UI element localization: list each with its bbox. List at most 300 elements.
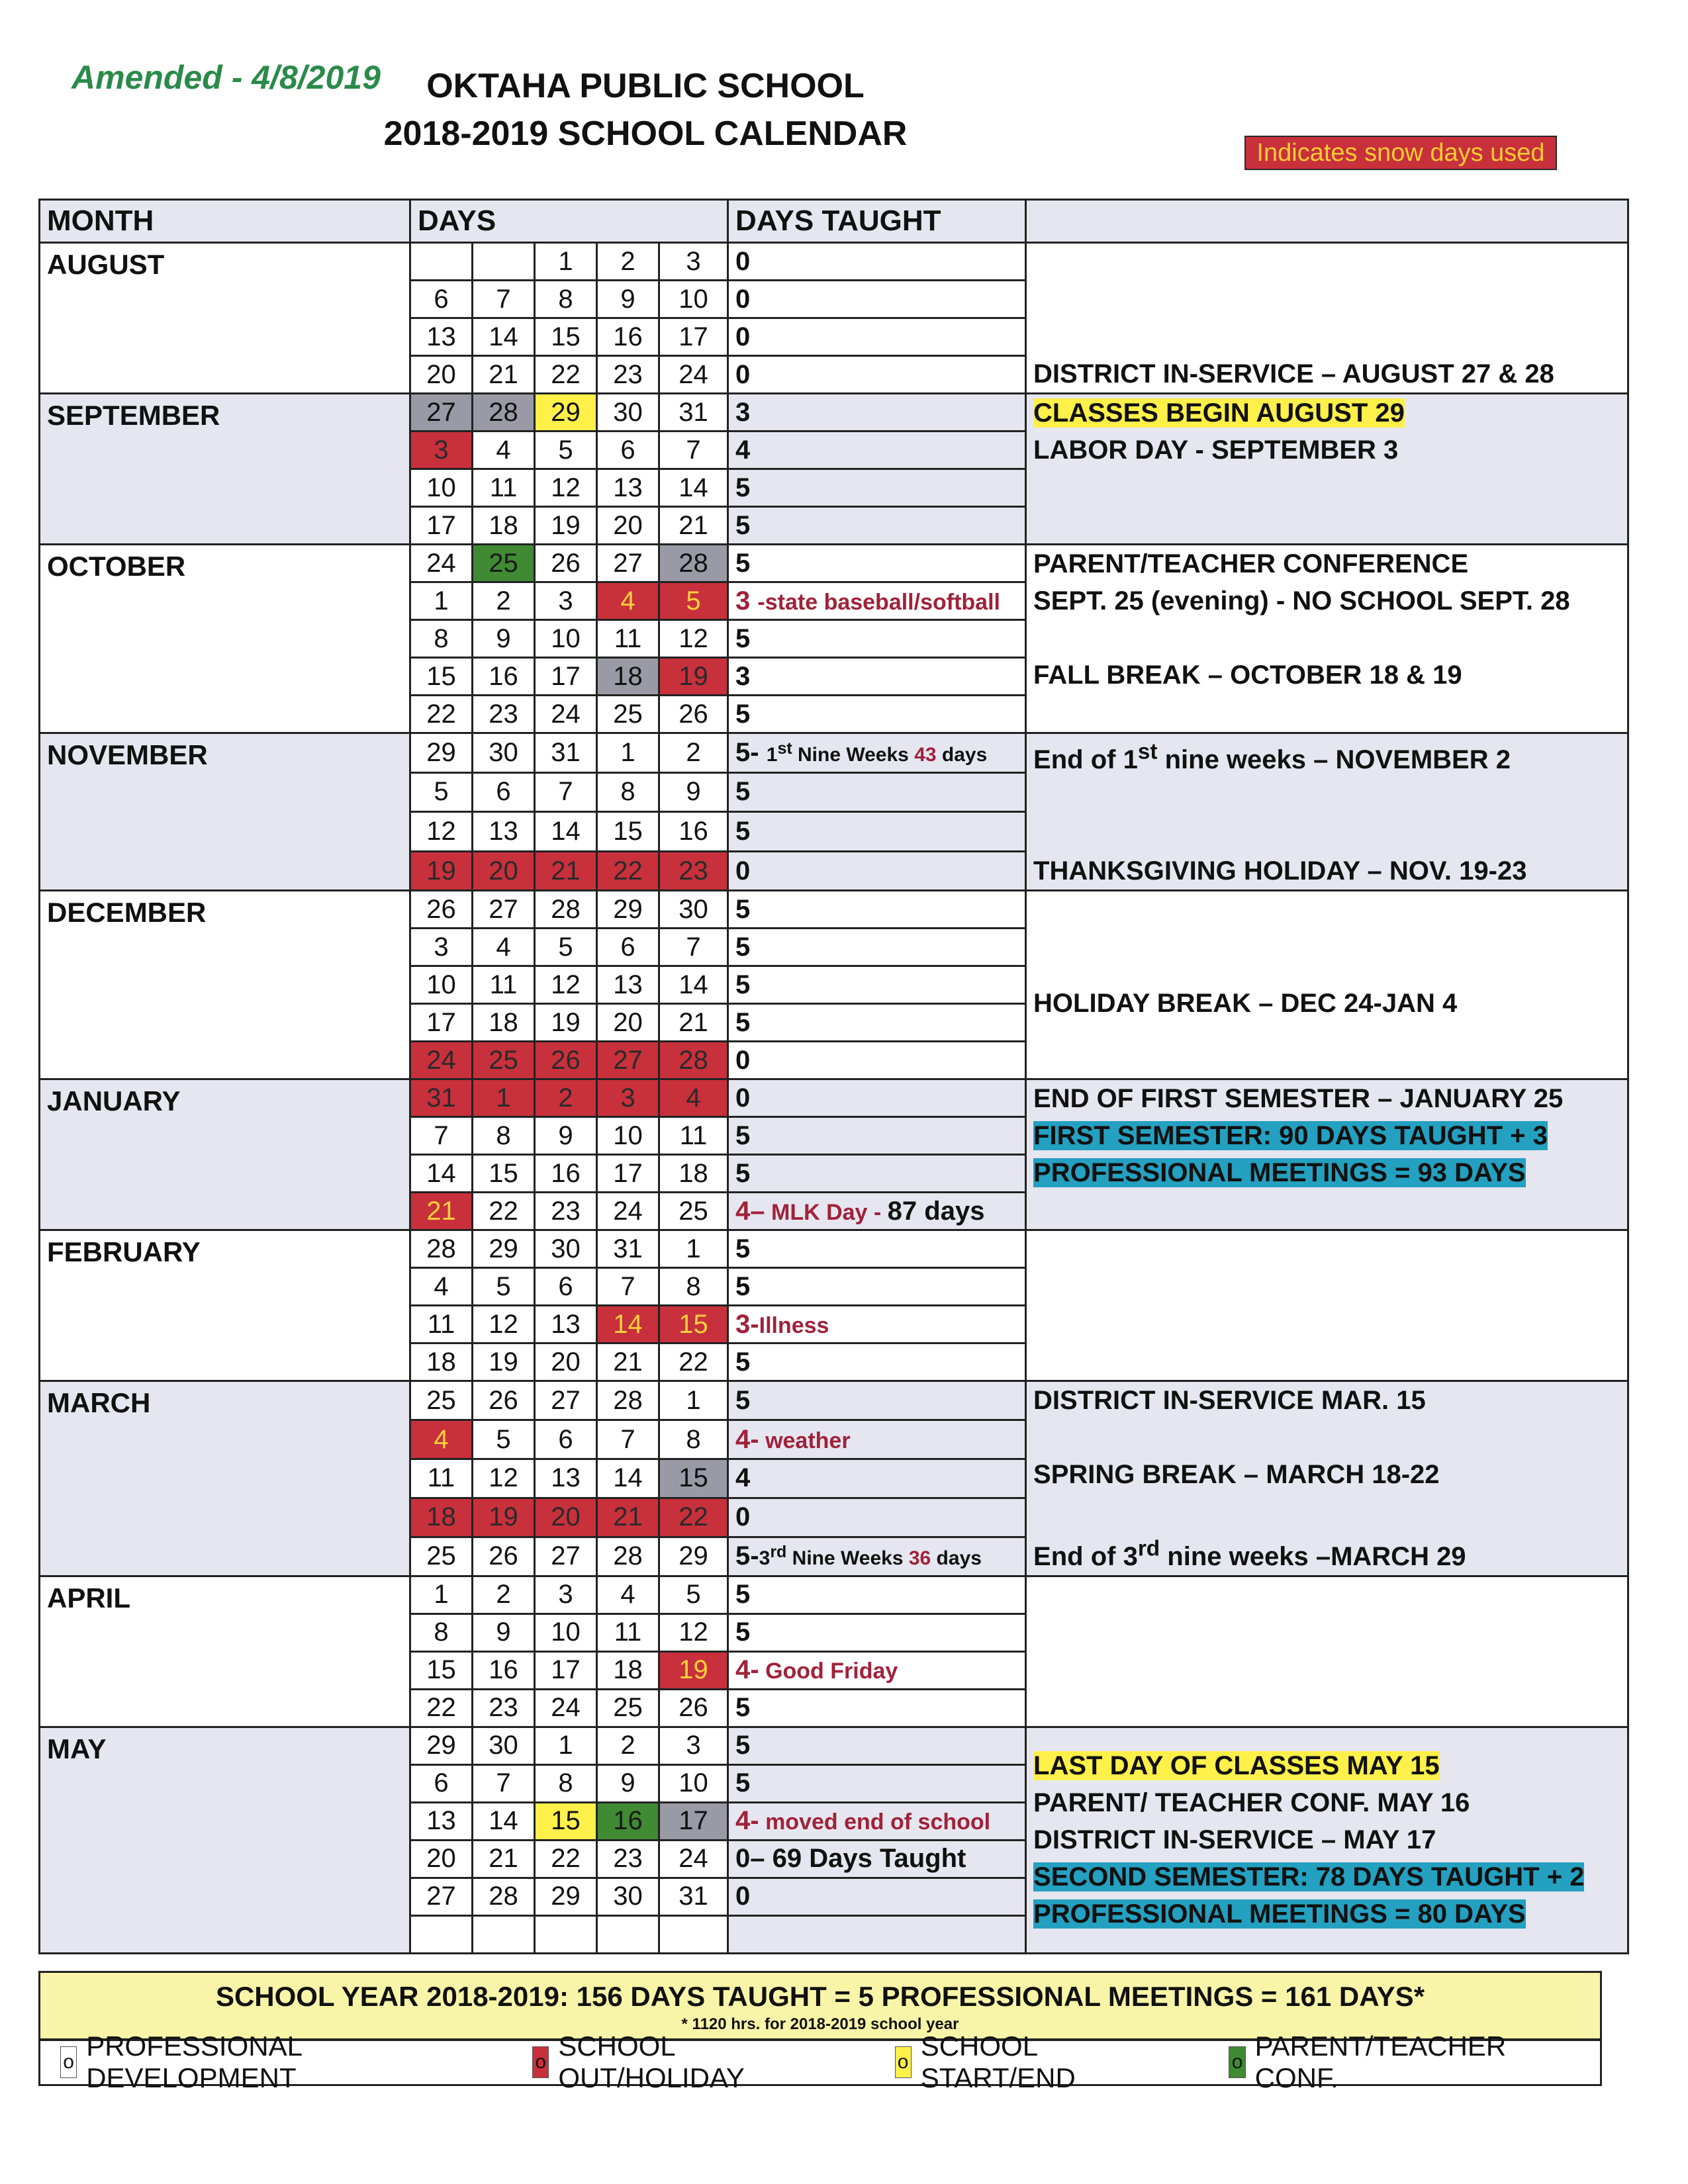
days-taught-cell	[728, 1651, 1026, 1689]
day-cell	[410, 1915, 473, 1953]
legend-school-start-end	[895, 2030, 1170, 2094]
note-text: DISTRICT IN-SERVICE MAR. 15	[1033, 1386, 1426, 1416]
month-label: FEBRUARY	[40, 1230, 410, 1381]
day-cell: 16	[473, 1651, 535, 1689]
day-cell: 11	[410, 1306, 473, 1343]
day-cell: 2	[659, 733, 728, 773]
notes-header	[1026, 200, 1628, 243]
legend-professional-development	[60, 2030, 473, 2094]
notes-cell	[1026, 891, 1628, 1079]
day-cell: 4	[473, 929, 535, 966]
taught-value: 4-	[735, 1655, 759, 1685]
month-label: AUGUST	[40, 243, 410, 394]
day-cell: 8	[659, 1268, 728, 1306]
day-cell: 13	[597, 469, 659, 507]
day-cell: 5	[535, 432, 597, 469]
legend-parent-teacher-conf	[1229, 2030, 1560, 2094]
day-cell: 22	[473, 1193, 535, 1230]
day-cell: 22	[410, 696, 473, 733]
day-cell: 26	[659, 696, 728, 733]
note-text: DISTRICT IN-SERVICE – MAY 17	[1033, 1825, 1436, 1855]
day-cell: 16	[659, 812, 728, 852]
day-cell: 18	[410, 1343, 473, 1381]
day-cell: 27	[597, 1042, 659, 1079]
note-text: CLASSES BEGIN AUGUST 29	[1033, 398, 1405, 428]
day-cell: 4	[473, 432, 535, 469]
day-cell: 15	[535, 1802, 597, 1840]
day-cell	[659, 1915, 728, 1953]
calendar-title: 2018-2019 SCHOOL CALENDAR	[383, 114, 908, 153]
notes-cell	[1026, 1079, 1628, 1230]
day-cell: 1	[473, 1079, 535, 1117]
snow-days-legend: Indicates snow days used	[1244, 136, 1557, 170]
day-cell: 27	[410, 1878, 473, 1915]
day-cell: 24	[535, 1689, 597, 1727]
week-row	[40, 891, 1628, 929]
taught-value: 5-	[735, 737, 759, 767]
day-cell: 3	[659, 243, 728, 281]
day-cell: 7	[473, 281, 535, 318]
day-cell: 14	[410, 1155, 473, 1193]
day-cell: 1	[535, 1727, 597, 1764]
day-cell: 23	[597, 356, 659, 394]
month-may	[40, 1727, 1628, 1953]
days-taught-cell: 5	[728, 1004, 1026, 1042]
day-cell: 16	[597, 1802, 659, 1840]
day-cell: 25	[410, 1381, 473, 1420]
week-row	[40, 733, 1628, 773]
day-cell: 22	[535, 1840, 597, 1878]
day-cell: 8	[473, 1117, 535, 1155]
days-taught-cell: 4	[728, 432, 1026, 469]
taught-note: weather	[759, 1428, 851, 1453]
day-cell: 5	[535, 929, 597, 966]
taught-value: 3	[735, 586, 751, 615]
day-cell: 14	[659, 469, 728, 507]
month-header: MONTH	[40, 200, 410, 243]
note-text: PARENT/ TEACHER CONF. MAY 16	[1033, 1788, 1470, 1818]
taught-note: -state baseball/softball	[757, 589, 1000, 615]
day-cell: 5	[659, 1576, 728, 1614]
day-cell: 23	[597, 1840, 659, 1878]
day-cell: 19	[659, 658, 728, 696]
day-cell: 25	[473, 545, 535, 582]
day-cell: 18	[473, 507, 535, 545]
taught-value: 4-	[735, 1806, 759, 1836]
day-cell: 28	[659, 1042, 728, 1079]
days-taught-cell: 0	[728, 1878, 1026, 1915]
month-label: NOVEMBER	[40, 733, 410, 891]
day-cell: 9	[659, 772, 728, 812]
day-cell: 26	[410, 891, 473, 929]
days-taught-cell: 0	[728, 1042, 1026, 1079]
day-cell: 14	[659, 966, 728, 1004]
note-text: HOLIDAY BREAK – DEC 24-JAN 4	[1033, 989, 1458, 1019]
amended-date: Amended - 4/8/2019	[71, 59, 381, 96]
day-cell: 7	[597, 1420, 659, 1459]
day-cell: 13	[473, 812, 535, 852]
day-cell: 26	[473, 1537, 535, 1576]
taught-note: Illness	[759, 1312, 829, 1338]
notes-cell	[1026, 1230, 1628, 1381]
day-cell: 8	[410, 1614, 473, 1651]
days-taught-cell: 5	[728, 1155, 1026, 1193]
notes-cell	[1026, 1381, 1628, 1576]
day-cell: 17	[659, 318, 728, 356]
header-row	[40, 200, 1628, 243]
day-cell: 11	[410, 1459, 473, 1498]
days-taught-cell: 0	[728, 318, 1026, 356]
week-row	[40, 1727, 1628, 1764]
day-cell: 19	[410, 851, 473, 891]
day-cell: 9	[473, 620, 535, 658]
day-cell: 2	[473, 1576, 535, 1614]
day-cell: 10	[535, 620, 597, 658]
day-cell: 22	[659, 1343, 728, 1381]
month-october	[40, 545, 1628, 733]
day-cell: 24	[410, 545, 473, 582]
day-cell: 20	[597, 1004, 659, 1042]
school-name: OKTAHA PUBLIC SCHOOL	[426, 67, 865, 105]
legend-swatch: o	[60, 2046, 77, 2078]
day-cell: 12	[659, 1614, 728, 1651]
taught-value: 4-	[735, 1424, 759, 1454]
note-text: PROFESSIONAL MEETINGS = 80 DAYS	[1033, 1899, 1526, 1929]
day-cell: 1	[535, 243, 597, 281]
day-cell: 13	[535, 1459, 597, 1498]
day-cell: 18	[597, 658, 659, 696]
day-cell: 28	[473, 1878, 535, 1915]
notes-cell	[1026, 394, 1628, 545]
legend-swatch: o	[532, 2046, 549, 2078]
day-cell: 5	[410, 772, 473, 812]
day-cell: 31	[659, 1878, 728, 1915]
day-cell: 25	[659, 1193, 728, 1230]
days-taught-cell: 5	[728, 966, 1026, 1004]
day-cell: 26	[535, 545, 597, 582]
day-cell: 16	[473, 658, 535, 696]
day-cell	[473, 1915, 535, 1953]
days-taught-cell: 5	[728, 1381, 1026, 1420]
days-taught-cell	[728, 1193, 1026, 1230]
month-label: MAY	[40, 1727, 410, 1953]
day-cell: 9	[597, 281, 659, 318]
days-taught-cell: 5	[728, 1689, 1026, 1727]
day-cell: 29	[410, 733, 473, 773]
day-cell: 24	[659, 1840, 728, 1878]
day-cell: 23	[473, 1689, 535, 1727]
notes-cell	[1026, 243, 1628, 394]
month-december	[40, 891, 1628, 1079]
day-cell: 7	[473, 1764, 535, 1802]
day-cell	[597, 1915, 659, 1953]
day-cell: 12	[535, 469, 597, 507]
month-label: MARCH	[40, 1381, 410, 1576]
days-taught-cell: 0	[728, 356, 1026, 394]
day-cell: 27	[410, 394, 473, 432]
day-cell: 9	[535, 1117, 597, 1155]
day-cell: 18	[597, 1651, 659, 1689]
day-cell: 11	[473, 966, 535, 1004]
days-taught-cell: 5	[728, 620, 1026, 658]
day-cell: 26	[659, 1689, 728, 1727]
days-taught-cell: 5	[728, 1727, 1026, 1764]
day-cell: 13	[410, 1802, 473, 1840]
note-text: End of 3rd nine weeks –MARCH 29	[1033, 1536, 1466, 1571]
taught-value: 0–	[735, 1844, 765, 1874]
day-cell: 10	[410, 469, 473, 507]
day-cell	[473, 243, 535, 281]
day-cell: 14	[535, 812, 597, 852]
day-cell: 4	[597, 582, 659, 620]
days-taught-cell: 5	[728, 1268, 1026, 1306]
notes-cell	[1026, 1727, 1628, 1953]
days-taught-cell: 0	[728, 851, 1026, 891]
day-cell: 29	[535, 1878, 597, 1915]
day-cell: 29	[473, 1230, 535, 1268]
note-text: SEPT. 25 (evening) - NO SCHOOL SEPT. 28	[1033, 586, 1570, 615]
day-cell: 7	[535, 772, 597, 812]
taught-note: 87 days	[887, 1196, 985, 1226]
week-row	[40, 1576, 1628, 1614]
days-taught-cell	[728, 1915, 1026, 1953]
day-cell: 3	[535, 1576, 597, 1614]
day-cell: 18	[410, 1498, 473, 1537]
day-cell: 13	[597, 966, 659, 1004]
day-cell: 10	[410, 966, 473, 1004]
day-cell: 15	[659, 1306, 728, 1343]
day-cell: 30	[473, 1727, 535, 1764]
day-cell: 15	[535, 318, 597, 356]
note-text: LAST DAY OF CLASSES MAY 15	[1033, 1751, 1440, 1781]
day-cell: 28	[659, 545, 728, 582]
month-label: OCTOBER	[40, 545, 410, 733]
days-taught-cell: 5	[728, 469, 1026, 507]
week-row	[40, 1381, 1628, 1420]
day-cell: 25	[597, 1689, 659, 1727]
day-cell: 3	[597, 1079, 659, 1117]
note-text: End of 1st nine weeks – NOVEMBER 2	[1033, 740, 1511, 775]
day-cell: 3	[659, 1727, 728, 1764]
days-taught-cell	[728, 1840, 1026, 1878]
week-row	[40, 1230, 1628, 1268]
day-cell: 10	[535, 1614, 597, 1651]
note-text: PROFESSIONAL MEETINGS = 93 DAYS	[1033, 1158, 1526, 1188]
note-text: THANKSGIVING HOLIDAY – NOV. 19-23	[1033, 856, 1527, 886]
days-taught-cell: 5	[728, 545, 1026, 582]
day-cell: 6	[597, 929, 659, 966]
day-cell: 11	[597, 620, 659, 658]
legend-school-out	[532, 2030, 835, 2094]
note-text: PARENT/TEACHER CONFERENCE	[1033, 549, 1469, 578]
taught-note: moved end of school	[759, 1809, 991, 1835]
days-taught-cell: 0	[728, 1498, 1026, 1537]
day-cell: 11	[473, 469, 535, 507]
week-row	[40, 1079, 1628, 1117]
day-cell: 17	[659, 1802, 728, 1840]
day-cell: 27	[473, 891, 535, 929]
month-label: DECEMBER	[40, 891, 410, 1079]
notes-cell	[1026, 733, 1628, 891]
day-cell: 3	[535, 582, 597, 620]
day-cell: 27	[535, 1381, 597, 1420]
day-cell: 13	[410, 318, 473, 356]
day-cell: 6	[535, 1268, 597, 1306]
day-cell: 30	[597, 394, 659, 432]
days-taught-cell: 5	[728, 1343, 1026, 1381]
day-cell: 20	[535, 1343, 597, 1381]
legend-label: SCHOOL OUT/HOLIDAY	[558, 2030, 745, 2093]
day-cell: 24	[535, 696, 597, 733]
day-cell: 10	[659, 281, 728, 318]
day-cell: 1	[410, 1576, 473, 1614]
legend-label: PROFESSIONAL DEVELOPMENT	[86, 2030, 302, 2093]
day-cell: 17	[597, 1155, 659, 1193]
day-cell: 4	[597, 1576, 659, 1614]
day-cell: 18	[659, 1155, 728, 1193]
day-cell: 19	[473, 1498, 535, 1537]
day-cell: 23	[535, 1193, 597, 1230]
days-taught-cell: 5	[728, 507, 1026, 545]
day-cell: 5	[659, 582, 728, 620]
days-taught-cell: 5	[728, 812, 1026, 852]
days-taught-cell: 4	[728, 1459, 1026, 1498]
day-cell: 30	[597, 1878, 659, 1915]
day-cell: 12	[473, 1459, 535, 1498]
day-cell: 21	[597, 1343, 659, 1381]
days-taught-cell	[728, 582, 1026, 620]
days-taught-cell	[728, 1537, 1026, 1576]
days-taught-cell: 0	[728, 1079, 1026, 1117]
days-taught-cell	[728, 1802, 1026, 1840]
legend-swatch: o	[895, 2046, 912, 2078]
day-cell: 6	[410, 281, 473, 318]
day-cell: 15	[473, 1155, 535, 1193]
month-august	[40, 243, 1628, 394]
days-taught-cell: 0	[728, 243, 1026, 281]
day-cell: 29	[535, 394, 597, 432]
day-cell: 24	[597, 1193, 659, 1230]
days-taught-cell	[728, 733, 1026, 773]
day-cell: 28	[535, 891, 597, 929]
days-taught-cell: 0	[728, 281, 1026, 318]
day-cell: 3	[410, 929, 473, 966]
day-cell: 26	[473, 1381, 535, 1420]
taught-note: MLK Day -	[765, 1199, 888, 1225]
day-cell: 7	[410, 1117, 473, 1155]
days-taught-cell: 5	[728, 772, 1026, 812]
days-taught-cell	[728, 1420, 1026, 1459]
day-cell: 4	[410, 1420, 473, 1459]
day-cell: 30	[473, 733, 535, 773]
days-header: DAYS	[410, 200, 728, 243]
month-april	[40, 1576, 1628, 1727]
day-cell: 8	[535, 1764, 597, 1802]
month-november	[40, 733, 1628, 891]
day-cell: 22	[410, 1689, 473, 1727]
day-cell: 15	[410, 1651, 473, 1689]
day-cell: 12	[410, 812, 473, 852]
day-cell: 2	[473, 582, 535, 620]
days-taught-cell: 5	[728, 929, 1026, 966]
day-cell: 1	[597, 733, 659, 773]
day-cell: 14	[597, 1306, 659, 1343]
day-cell: 3	[410, 432, 473, 469]
day-cell: 27	[597, 545, 659, 582]
day-cell: 5	[473, 1268, 535, 1306]
day-cell: 28	[597, 1537, 659, 1576]
day-cell: 26	[535, 1042, 597, 1079]
day-cell: 21	[535, 851, 597, 891]
day-cell: 1	[659, 1381, 728, 1420]
day-cell: 20	[597, 507, 659, 545]
taught-note: 69 Days Taught	[765, 1844, 966, 1874]
day-cell: 28	[597, 1381, 659, 1420]
day-cell: 21	[597, 1498, 659, 1537]
day-cell: 15	[597, 812, 659, 852]
taught-note: 3rd Nine Weeks 36 days	[759, 1543, 982, 1570]
day-cell: 12	[535, 966, 597, 1004]
day-cell: 19	[659, 1651, 728, 1689]
day-cell: 23	[659, 851, 728, 891]
days-taught-cell: 5	[728, 1230, 1026, 1268]
days-taught-cell	[728, 1306, 1026, 1343]
day-cell: 10	[659, 1764, 728, 1802]
day-cell: 31	[410, 1079, 473, 1117]
days-taught-cell: 5	[728, 1576, 1026, 1614]
day-cell: 8	[535, 281, 597, 318]
notes-cell	[1026, 545, 1628, 733]
day-cell: 30	[535, 1230, 597, 1268]
day-cell: 7	[659, 432, 728, 469]
month-february	[40, 1230, 1628, 1381]
day-cell: 19	[535, 1004, 597, 1042]
day-cell: 12	[473, 1306, 535, 1343]
month-label: JANUARY	[40, 1079, 410, 1230]
week-row	[40, 243, 1628, 281]
day-cell: 14	[473, 1802, 535, 1840]
day-cell: 21	[473, 1840, 535, 1878]
day-cell: 16	[597, 318, 659, 356]
day-cell	[535, 1915, 597, 1953]
legend-label: PARENT/TEACHER CONF.	[1254, 2030, 1507, 2093]
taught-value: 5-	[735, 1541, 759, 1571]
day-cell: 4	[410, 1268, 473, 1306]
days-taught-cell: 5	[728, 891, 1026, 929]
day-cell: 2	[597, 1727, 659, 1764]
day-cell: 25	[597, 696, 659, 733]
day-cell: 21	[410, 1193, 473, 1230]
day-cell: 16	[535, 1155, 597, 1193]
day-cell: 20	[410, 356, 473, 394]
day-cell: 21	[473, 356, 535, 394]
day-cell: 6	[473, 772, 535, 812]
day-cell: 21	[659, 507, 728, 545]
total-days-text: SCHOOL YEAR 2018-2019: 156 DAYS TAUGHT = 5 PROFESSIONAL MEETINGS = 161 DAYS*	[215, 1981, 1425, 2012]
legend-swatch: o	[1229, 2046, 1245, 2078]
day-cell: 7	[597, 1268, 659, 1306]
month-january	[40, 1079, 1628, 1230]
day-cell: 17	[535, 658, 597, 696]
taught-note: Good Friday	[759, 1659, 898, 1684]
day-cell: 8	[597, 772, 659, 812]
day-cell: 24	[410, 1042, 473, 1079]
note-text: END OF FIRST SEMESTER – JANUARY 25	[1033, 1084, 1564, 1114]
day-cell: 12	[659, 620, 728, 658]
day-cell: 29	[410, 1727, 473, 1764]
notes-cell	[1026, 1576, 1628, 1727]
day-cell: 15	[410, 658, 473, 696]
